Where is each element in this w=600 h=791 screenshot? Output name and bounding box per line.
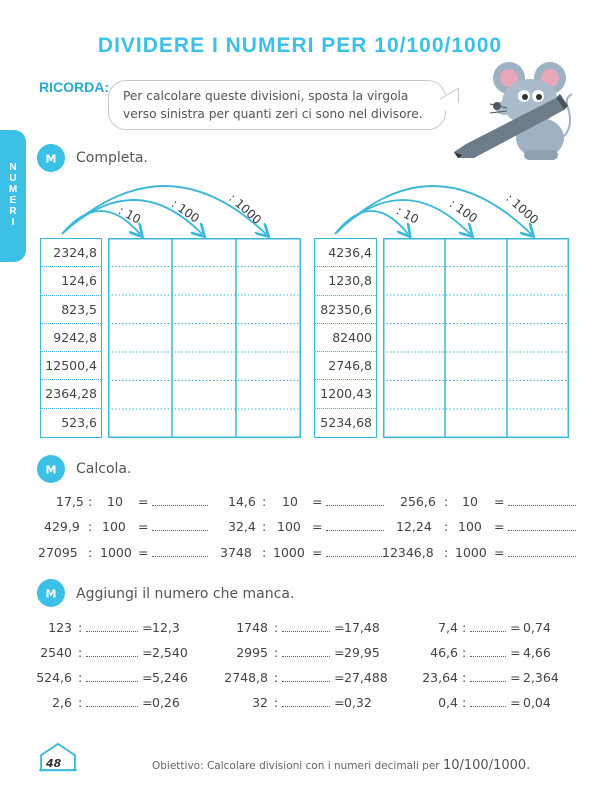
missing-result: 2,364 [523,670,559,685]
missing-result: 5,246 [152,670,188,685]
missing-result: 0,32 [344,695,372,710]
calc-divisor: 100 [277,519,301,534]
missing-result: 17,48 [344,620,380,635]
calc-dividend: 256,6 [400,494,436,509]
number-cell: 12500,4 [41,352,101,380]
calc-dividend: 17,5 [56,494,84,509]
section-completa-label: Completa. [76,150,148,166]
calc-divisor: 1000 [273,545,305,560]
missing-dividend: 2995 [236,645,268,660]
numeri-side-label: N U M E R I [8,162,18,228]
missing-result: 12,3 [152,620,180,635]
section-calcola-label: Calcola. [76,461,132,477]
number-cell: 5234,68 [320,414,372,430]
number-cell: 823,5 [41,296,101,324]
missing-blank[interactable] [282,697,330,707]
calc-dividend: 12,24 [396,519,432,534]
math-badge-icon [37,455,65,483]
answer-blank[interactable] [326,547,384,557]
arrow-label-1000-right: : 1000 [503,190,542,228]
svg-text:M: M [45,587,57,601]
missing-result: 0,74 [523,620,551,635]
calc-dividend: 14,6 [228,494,256,509]
missing-result: 2,540 [152,645,188,660]
math-badge-icon [37,579,65,607]
calc-dividend: 32,4 [228,519,256,534]
missing-dividend: 46,6 [430,645,458,660]
missing-dividend: 7,4 [438,620,458,635]
calc-dividend: 429,9 [44,519,80,534]
missing-blank[interactable] [86,672,138,682]
answer-blank[interactable] [152,496,208,506]
arrow-label-100-left: : 100 [168,196,202,226]
calc-divisor: 10 [282,494,298,509]
arrow-label-10-left: : 10 [116,203,144,227]
number-cell: 1230,8 [315,267,376,295]
calc-dividend: 27095 [38,545,78,560]
number-cell: 2746,8 [315,352,376,380]
number-cell: 9242,8 [41,324,101,352]
missing-dividend: 2748,8 [224,670,268,685]
left-numbers-column [40,238,102,438]
missing-blank[interactable] [282,622,330,632]
missing-dividend: 0,4 [438,695,458,710]
missing-blank[interactable] [86,697,138,707]
number-cell: 4236,4 [315,239,376,267]
arrow-label-10-right: : 10 [394,203,422,227]
calc-divisor: 100 [458,519,482,534]
mouse-with-pencil-illustration [452,58,577,168]
calc-divisor: 10 [462,494,478,509]
answer-blank[interactable] [508,521,576,531]
missing-result: 0,26 [152,695,180,710]
answer-blank[interactable] [508,547,576,557]
missing-dividend: 32 [252,695,268,710]
calc-divisor: 10 [107,494,123,509]
right-answer-grid[interactable] [383,238,569,438]
missing-blank[interactable] [86,622,138,632]
number-cell: 82400 [315,324,376,352]
ricorda-bubble [108,80,446,130]
missing-dividend: 524,6 [36,670,72,685]
missing-dividend: 123 [48,620,72,635]
page-number: 48 [46,757,62,770]
answer-blank[interactable] [152,547,208,557]
missing-blank[interactable] [282,672,330,682]
missing-blank[interactable] [282,647,330,657]
calc-dividend: 12346,8 [382,545,434,560]
arrow-label-100-right: : 100 [446,196,480,226]
missing-result: 29,95 [344,645,380,660]
missing-dividend: 2540 [40,645,72,660]
calc-divisor: 100 [102,519,126,534]
missing-dividend: 1748 [236,620,268,635]
answer-blank[interactable] [326,521,384,531]
number-cell: 124,6 [41,267,101,295]
missing-blank[interactable] [470,672,506,682]
missing-result: 27,488 [344,670,388,685]
missing-blank[interactable] [470,647,506,657]
right-numbers-column [314,238,377,438]
ricorda-label: RICORDA: [39,79,109,95]
footer-obiettivo: Obiettivo: Calcolare divisioni con i numeri decimali per 10/100/1000. [152,758,531,773]
svg-text:M: M [45,152,57,166]
missing-result: 0,04 [523,695,551,710]
missing-dividend: 2,6 [52,695,72,710]
number-cell: 82350,6 [315,296,376,324]
answer-blank[interactable] [326,496,384,506]
missing-blank[interactable] [470,697,506,707]
missing-blank[interactable] [86,647,138,657]
arrow-label-1000-left: : 1000 [226,190,265,228]
ricorda-line-1: Per calcolare queste divisioni, sposta la virgola [123,89,409,103]
answer-blank[interactable] [152,521,208,531]
number-cell: 523,6 [61,414,97,430]
missing-dividend: 23,64 [422,670,458,685]
number-cell: 2324,8 [41,239,101,267]
page-title: DIVIDERE I NUMERI PER 10/100/1000 [97,34,503,57]
calc-divisor: 1000 [100,545,132,560]
missing-result: 4,66 [523,645,551,660]
number-cell: 1200,43 [315,380,376,408]
calc-dividend: 3748 [220,545,252,560]
calc-divisor: 1000 [455,545,487,560]
answer-blank[interactable] [508,496,576,506]
section-aggiungi-label: Aggiungi il numero che manca. [76,586,295,602]
number-cell: 2364,28 [41,380,101,408]
svg-text:M: M [45,463,57,477]
left-answer-grid[interactable] [108,238,301,438]
missing-blank[interactable] [470,622,506,632]
ricorda-line-2: verso sinistra per quanti zeri ci sono nel divisore. [123,107,423,121]
